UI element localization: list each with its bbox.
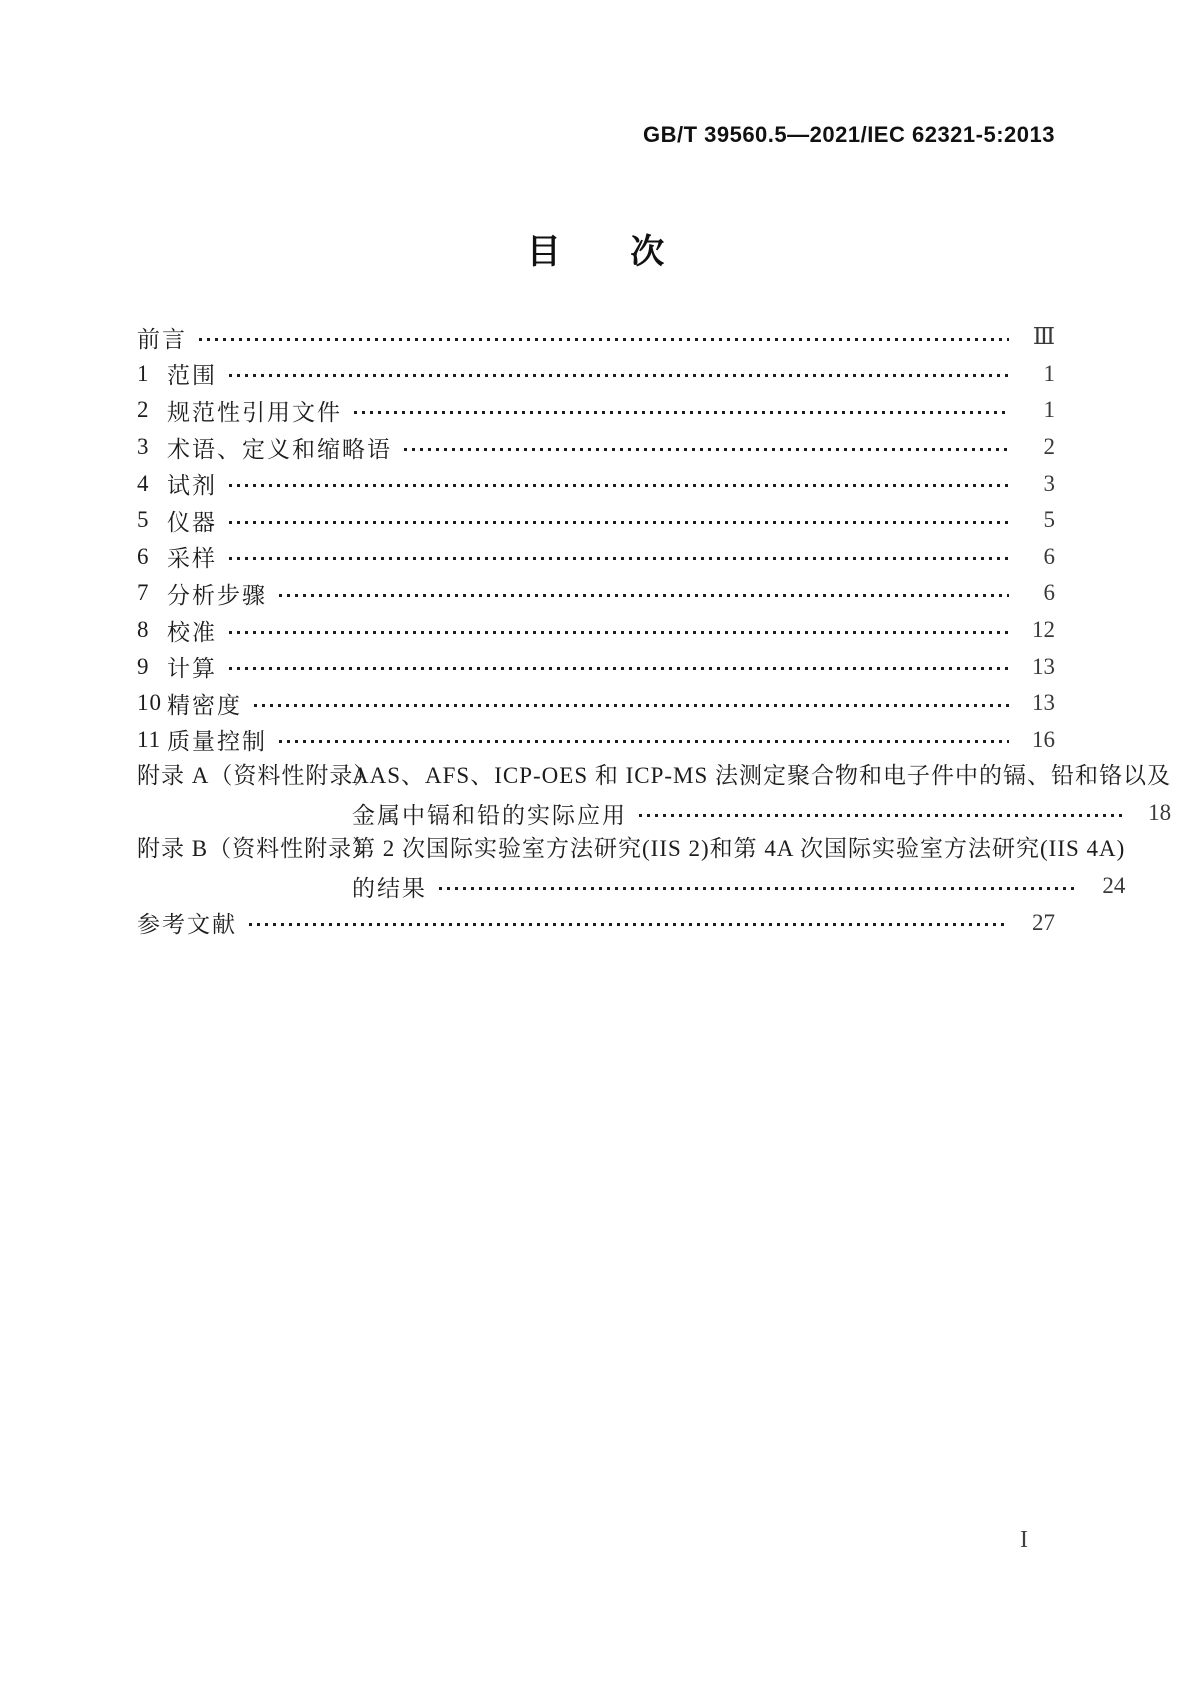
toc-entry-2: [137, 392, 1055, 429]
toc-entry-8: [137, 612, 1055, 649]
toc-entry-page: 27: [1032, 909, 1055, 935]
standard-code: GB/T 39560.5—2021/IEC 62321-5:2013: [642, 122, 1055, 147]
toc-entry-number: 11: [137, 726, 162, 752]
appendix-b-line2: 的结果: [352, 875, 427, 901]
dotted-leader: [229, 667, 1009, 670]
toc-entry-page: 1: [1043, 397, 1055, 423]
toc-entry-appendix-b: [137, 831, 1126, 904]
toc-entry-label: 仪器: [167, 509, 217, 535]
toc-entry-11: [137, 722, 1055, 759]
dotted-leader: [229, 374, 1009, 377]
dotted-leader: [279, 740, 1009, 743]
toc-entry-page: 24: [1102, 873, 1126, 899]
toc-entry-1: [137, 356, 1055, 393]
toc-entry-3: [137, 429, 1055, 466]
appendix-b-line1: 第 2 次国际实验室方法研究(IIS 2)和第 4A 次国际实验室方法研究(IIS 4A): [352, 836, 1126, 862]
appendix-a-description: [352, 758, 1171, 831]
toc-entry-10: [137, 685, 1055, 722]
dotted-leader: [199, 338, 1009, 341]
toc-entry-label: 术语、定义和缩略语: [167, 436, 392, 462]
appendix-a-label: 附录 A（资料性附录）: [137, 763, 378, 789]
toc-entry-page: Ⅲ: [1032, 324, 1055, 350]
toc-entry-label: 校准: [167, 619, 217, 645]
toc-entry-page: 1: [1043, 360, 1055, 386]
toc-entry-number: 4: [137, 470, 150, 496]
toc-entry-6: [137, 539, 1055, 576]
toc-entry-label: 前言: [137, 326, 187, 352]
toc-entry-number: 8: [137, 617, 150, 643]
toc-title: 目 次: [526, 233, 665, 271]
toc-entry-page: 13: [1032, 653, 1055, 679]
toc-entry-page: 2: [1043, 434, 1055, 460]
dotted-leader: [229, 484, 1009, 487]
dotted-leader: [404, 448, 1009, 451]
toc-entry-label: 试剂: [167, 473, 217, 499]
dotted-leader: [249, 923, 1009, 926]
appendix-a-line2: 金属中镉和铅的实际应用: [352, 802, 627, 828]
toc-entry-foreword: [137, 319, 1055, 356]
toc-entry-label: 计算: [167, 656, 217, 682]
dotted-leader: [229, 631, 1009, 634]
table-of-contents: [137, 319, 1172, 941]
toc-entry-label: 精密度: [167, 692, 242, 718]
dotted-leader: [254, 704, 1009, 707]
dotted-leader: [279, 594, 1009, 597]
toc-entry-label: 分析步骤: [167, 582, 267, 608]
dotted-leader: [439, 887, 1079, 890]
appendix-a-line1: AAS、AFS、ICP-OES 和 ICP-MS 法测定聚合物和电子件中的镉、铅和铬以及: [352, 763, 1172, 789]
page-number: I: [1020, 1527, 1028, 1553]
toc-entry-page: 6: [1043, 543, 1055, 569]
toc-entry-number: 2: [137, 397, 150, 423]
toc-entry-page: 6: [1043, 580, 1055, 606]
toc-entry-9: [137, 648, 1055, 685]
toc-entry-number: 7: [137, 580, 150, 606]
toc-entry-page: 18: [1148, 800, 1172, 826]
toc-entry-label: 采样: [167, 546, 217, 572]
toc-entry-number: 9: [137, 653, 150, 679]
dotted-leader: [229, 521, 1009, 524]
appendix-b-label: 附录 B（资料性附录）: [137, 836, 377, 862]
toc-entry-page: 13: [1032, 690, 1055, 716]
toc-entry-label: 范围: [167, 363, 217, 389]
dotted-leader: [354, 411, 1009, 414]
toc-entry-page: 12: [1032, 617, 1055, 643]
toc-entry-5: [137, 502, 1055, 539]
toc-entry-references: [137, 905, 1055, 942]
toc-entry-page: 16: [1032, 726, 1055, 752]
toc-entry-page: 3: [1043, 470, 1055, 496]
toc-entry-appendix-a: [137, 758, 1172, 831]
toc-entry-number: 3: [137, 434, 150, 460]
toc-entry-number: 5: [137, 507, 150, 533]
toc-entry-label: 参考文献: [137, 912, 237, 938]
toc-entry-label: 规范性引用文件: [167, 399, 342, 425]
toc-entry-page: 5: [1043, 507, 1055, 533]
toc-entry-4: [137, 465, 1055, 502]
appendix-b-description: [352, 831, 1125, 904]
toc-entry-7: [137, 575, 1055, 612]
dotted-leader: [229, 557, 1009, 560]
toc-entry-number: 1: [137, 360, 150, 386]
toc-entry-number: 6: [137, 543, 150, 569]
toc-entry-number: 10: [137, 690, 162, 716]
toc-entry-label: 质量控制: [167, 729, 267, 755]
dotted-leader: [639, 814, 1125, 817]
